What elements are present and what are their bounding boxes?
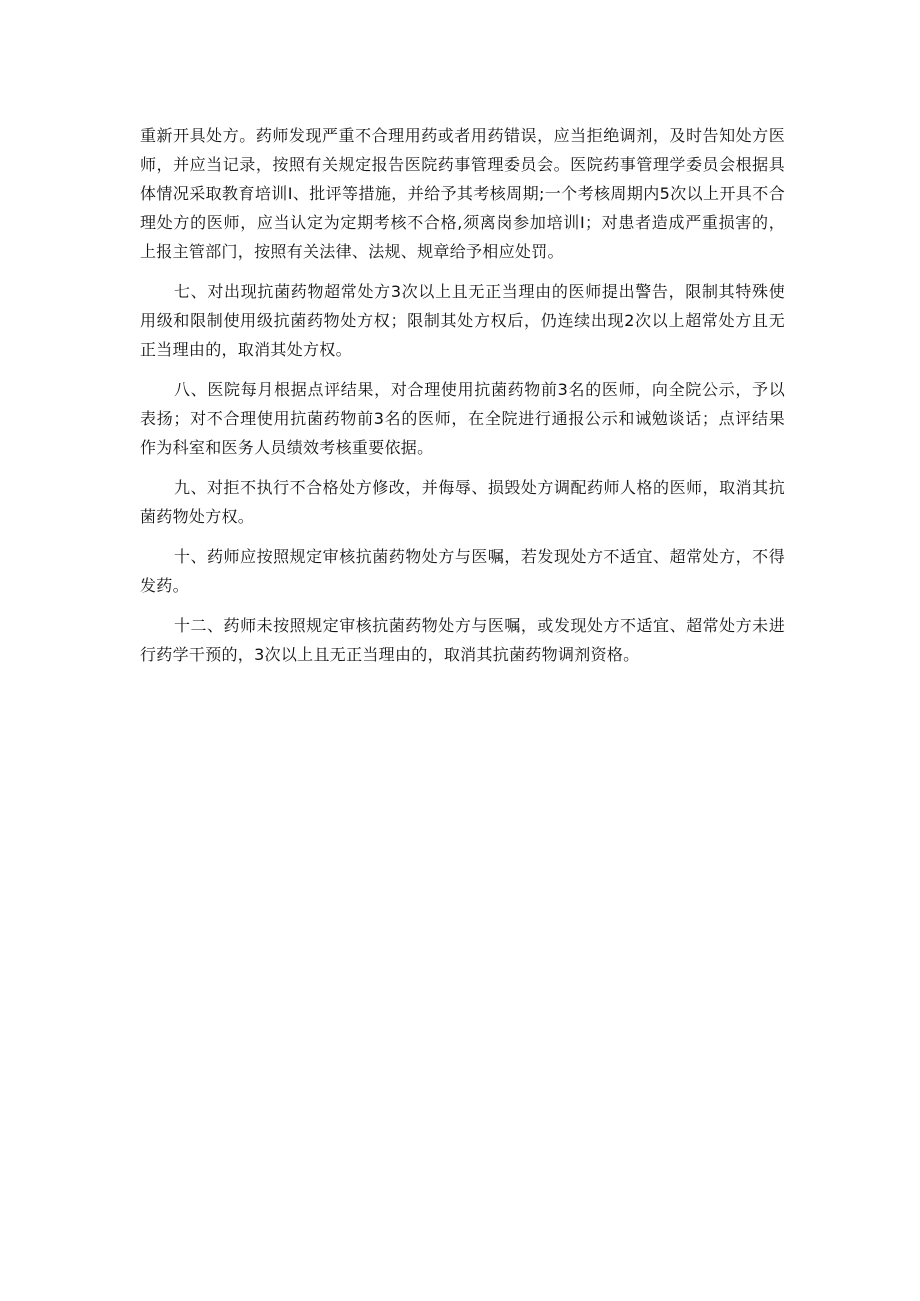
paragraph-item-10: 十、药师应按照规定审核抗菌药物处方与医嘱，若发现处方不适宜、超常处方，不得发药。	[140, 547, 785, 595]
paragraph-item-12: 十二、药师未按照规定审核抗菌药物处方与医嘱，或发现处方不适宜、超常处方未进行药学干预的，3次以上且无正当理由的，取消其抗菌药物调剂资格。	[140, 616, 785, 664]
paragraph-item-7: 七、对出现抗菌药物超常处方3次以上且无正当理由的医师提出警告，限制其特殊使用级和限制使用级抗菌药物处方权；限制其处方权后，仍连续出现2次以上超常处方且无正当理由的，取消其处方权。	[140, 282, 785, 359]
paragraph-item-8: 八、医院每月根据点评结果，对合理使用抗菌药物前3名的医师，向全院公示，予以表扬；对不合理使用抗菌药物前3名的医师，在全院进行通报公示和诫勉谈话；点评结果作为科室和医务人员绩效考核重要依据。	[140, 380, 785, 457]
document-body	[140, 121, 785, 680]
paragraph-item-9: 九、对拒不执行不合格处方修改，并侮辱、损毁处方调配药师人格的医师，取消其抗菌药物处方权。	[140, 478, 785, 526]
paragraph-continued: 重新开具处方。药师发现严重不合理用药或者用药错误，应当拒绝调剂，及时告知处方医师，并应当记录，按照有关规定报告医院药事管理委员会。医院药事管理学委员会根据具体情况采取教育培训I、批评等措施，并给予其考核周期;一个考核周期内5次以上开具不合理处方的医师，应当认定为定期考核不合格,须离岗参加培训I；对患者造成严重损害的，上报主管部门，按照有关法律、法规、规章给予相应处罚。	[140, 126, 785, 261]
